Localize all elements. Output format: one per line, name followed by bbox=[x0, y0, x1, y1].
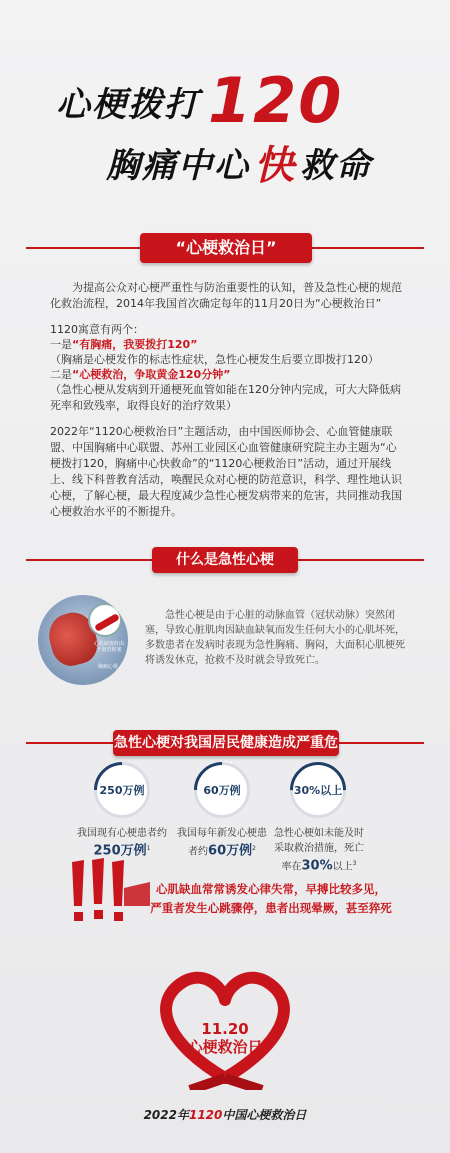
footer-highlight: 1120 bbox=[188, 1108, 223, 1122]
item2-highlight: “心梗救治，争取黄金120分钟” bbox=[72, 368, 231, 381]
heart-illustration bbox=[38, 595, 128, 685]
stat-ring-3-arc bbox=[278, 750, 357, 829]
stat-2-line2: 者约 bbox=[188, 846, 209, 858]
stat-1-big: 250万例 bbox=[93, 843, 147, 859]
stat-ring-2-arc bbox=[182, 750, 261, 829]
stat-1-text bbox=[70, 826, 174, 859]
stat-2-text bbox=[172, 826, 272, 859]
title-number: 120 bbox=[208, 64, 344, 137]
artery-blockage-icon bbox=[88, 603, 122, 637]
title-line1 bbox=[56, 64, 344, 137]
item1-prefix: 一是 bbox=[50, 338, 72, 351]
stat-3-sup: 3 bbox=[352, 860, 357, 867]
meaning-item2 bbox=[50, 367, 404, 383]
title-line1-text: 心梗拨打 bbox=[56, 84, 200, 125]
warning-line2: 严重者发生心跳骤停，患者出现晕厥，甚至猝死 bbox=[150, 901, 392, 915]
ribbon-text: 心梗救治日 bbox=[187, 1038, 263, 1056]
stat-3-text bbox=[268, 826, 370, 874]
meaning-item1-note: （胸痛是心梗发作的标志性症状，急性心梗发生后要立即拨打120） bbox=[50, 353, 379, 366]
stat-1-line1: 我国现有心梗患者约 bbox=[77, 828, 167, 839]
item2-prefix: 二是 bbox=[50, 368, 72, 381]
title-line2 bbox=[106, 134, 372, 191]
exclamation-icon bbox=[66, 858, 150, 928]
warning-line1: 心肌缺血常常诱发心律失常，早搏比较多见， bbox=[156, 882, 386, 896]
activity-paragraph: 2022年“1120心梗救治日”主题活动，由中国医师协会、心血管健康联盟、中国胸痛中心联盟、苏州工业园区心血管健康研究院主办主题为“心梗拨打120，胸痛中心快救命”的“1120心梗救治日”活动，通过开展线上、线下科普教育活动，唤醒民众对心梗的防范意识，科学、理性地认识心梗，了解心梗，最大程度减少急性心梗发病带来的危害，共同推动我国心梗救治水平的不断提升。 bbox=[50, 425, 402, 518]
meaning-title: 1120寓意有两个： bbox=[50, 323, 144, 336]
stat-3-line3-prefix: 率在 bbox=[281, 861, 302, 873]
warning-text bbox=[146, 880, 396, 918]
stat-ring-1-label: 250万例 bbox=[99, 784, 145, 797]
stat-2-line1: 我国每年新发心梗患 bbox=[177, 828, 267, 839]
stat-2-sup: 2 bbox=[252, 845, 256, 852]
footer bbox=[0, 1106, 450, 1123]
stat-3-line3-suffix: 以上 bbox=[332, 861, 353, 873]
meaning-item1 bbox=[50, 337, 404, 353]
section1-intro: 为提高公众对心梗严重性与防治重要性的认知，普及急性心梗的规范化救治流程，2014年我国首次确定每年的11月20日为“心梗救治日” bbox=[50, 281, 402, 310]
blood-vessel-icon bbox=[94, 613, 120, 632]
stat-3-big: 30% bbox=[301, 858, 333, 874]
stat-3-line1: 急性心梗如未能及时 bbox=[274, 828, 364, 839]
stat-ring-1-arc bbox=[82, 750, 161, 829]
ribbon-label bbox=[175, 1020, 275, 1056]
section2-banner: 什么是急性心梗 bbox=[152, 547, 298, 573]
illustration-caption: 心肌缺血时由于血管阻塞 bbox=[94, 641, 125, 653]
stat-2-big: 60万例 bbox=[208, 843, 253, 859]
stat-3-line2: 采取救治措施，死亡 bbox=[274, 843, 364, 854]
meaning-item2-note: （急性心梗从发病到开通梗死血管如能在120分钟内完成，可大大降低病死率和致残率，取得良好的治疗效果） bbox=[50, 383, 401, 412]
stat-1-sup: 1 bbox=[146, 845, 151, 852]
title-line2-suffix: 救命 bbox=[300, 146, 372, 186]
section3-banner: 急性心梗对我国居民健康造成严重危 bbox=[113, 730, 339, 756]
stat-ring-3-label: 30%以上 bbox=[293, 784, 343, 797]
ribbon-date: 11.20 bbox=[201, 1020, 249, 1038]
footer-prefix: 2022年 bbox=[143, 1108, 189, 1122]
section1-banner: “心梗救治日” bbox=[140, 233, 312, 263]
stat-ring-2-label: 60万例 bbox=[203, 784, 241, 797]
title-highlight: 快 bbox=[254, 143, 296, 189]
footer-suffix: 中国心梗救治日 bbox=[222, 1108, 307, 1122]
item1-highlight: “有胸痛，我要拨打120” bbox=[72, 338, 198, 351]
acute-mi-description: 急性心梗是由于心脏的动脉血管（冠状动脉）突然闭塞，导致心脏肌肉因缺血缺氧而发生任何大小的心肌坏死，多数患者在发病时表现为急性胸痛、胸闷，大面积心肌梗死将诱发休克，抢救不及时就会导致死亡。 bbox=[145, 610, 405, 666]
illustration-caption2: 胸痛心梗 bbox=[97, 664, 118, 670]
title-line2-prefix: 胸痛中心 bbox=[106, 146, 250, 186]
